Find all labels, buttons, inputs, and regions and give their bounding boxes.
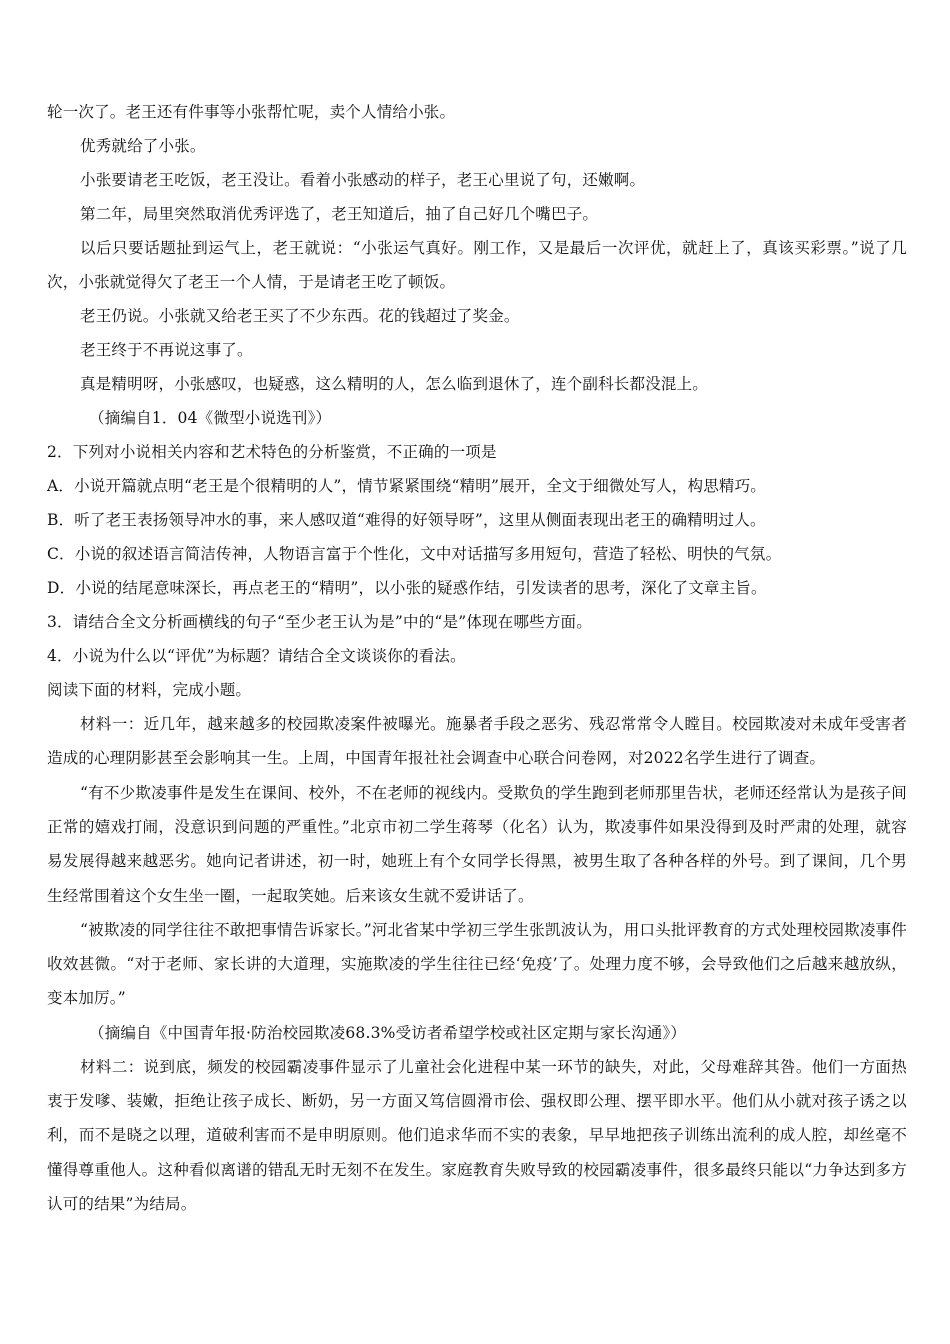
question-3: 3．请结合全文分析画横线的句子“至少老王认为是”中的“是”体现在哪些方面。 [47,613,592,631]
question-2: 2．下列对小说相关内容和艺术特色的分析鉴赏，不正确的一项是 [47,443,497,461]
material-1-source-citation: （摘编自《中国青年报·防治校园欺凌68.3%受访者希望学校或社区定期与家长沟通》） [89,1024,687,1042]
material-1-paragraph-3: “被欺凌的同学往往不敢把事情告诉家长。”河北省某中学初三学生张凯波认为，用口头批评教育的方式处理校园欺凌事件收效甚微。“对于老师、家长讲的大道理，实施欺凌的学生往往已经‘免疫’了。处理力度不够，会导致他们之后越来越放纵，变本加厉。” [47,921,907,1008]
story-paragraph-4: 第二年，局里突然取消优秀评选了，老王知道后，抽了自己好几个嘴巴子。 [80,205,599,223]
question-2-option-d: D．小说的结尾意味深长，再点老王的“精明”，以小张的疑惑作结，引发读者的思考，深化了文章主旨。 [47,579,767,597]
story-paragraph-3: 小张要请老王吃饭，老王没让。看着小张感动的样子，老王心里说了句，还嫩啊。 [80,171,646,189]
material-2-paragraph-1: 材料二：说到底，频发的校园霸凌事件显示了儿童社会化进程中某一环节的缺失，对此，父母难辞其咎。他们一方面热衷于发嗲、装嫩，拒绝让孩子成长、断奶，另一方面又笃信圆滑市侩、强权即公理、摆平即水平。他们从小就对孩子诱之以利，而不是晓之以理，道破利害而不是申明原则。他们追求华而不实的表象，早早地把孩子训练出流利的成人腔，却丝毫不懂得尊重他人。这种看似离谱的错乱无时无刻不在发生。家庭教育失败导致的校园霸凌事件，很多最终只能以“力争达到多方认可的结果”为结局。 [47,1058,907,1213]
story-source-citation: （摘编自1．04《微型小说选刊》） [89,409,332,427]
reading-instruction: 阅读下面的材料，完成小题。 [47,681,252,699]
story-paragraph-6: 老王仍说。小张就又给老王买了不少东西。花的钱超过了奖金。 [80,307,520,325]
material-1-paragraph-1: 材料一：近几年，越来越多的校园欺凌案件被曝光。施暴者手段之恶劣、残忍常常令人瞠目。校园欺凌对未成年受害者造成的心理阴影甚至会影响其一生。上周，中国青年报社社会调查中心联合问卷网，对2022名学生进行了调查。 [47,715,907,768]
story-paragraph-2: 优秀就给了小张。 [80,137,206,155]
material-1-paragraph-2: “有不少欺凌事件是发生在课间、校外，不在老师的视线内。受欺负的学生跑到老师那里告状，老师还经常认为是孩子间正常的嬉戏打闹，没意识到问题的严重性。”北京市初二学生蒋琴（化名）认为，欺凌事件如果没得到及时严肃的处理，就容易发展得越来越恶劣。她向记者讲述，初一时，她班上有个女同学长得黑，被男生取了各种各样的外号。到了课间，几个男生经常围着这个女生坐一圈，一起取笑她。后来该女生就不爱讲话了。 [47,784,907,905]
story-paragraph-7: 老王终于不再说这事了。 [80,341,253,359]
question-2-option-a: A．小说开篇就点明“老王是个很精明的人”，情节紧紧围绕“精明”展开，全文于细微处写人，构思精巧。 [47,477,766,495]
story-paragraph-5: 以后只要话题扯到运气上，老王就说：“小张运气真好。刚工作，又是最后一次评优，就赶上了，真该买彩票。”说了几次，小张就觉得欠了老王一个人情，于是请老王吃了顿饭。 [47,239,907,292]
question-4: 4．小说为什么以“评优”为标题？请结合全文谈谈你的看法。 [47,647,466,665]
question-2-option-b: B．听了老王表扬领导冲水的事，来人感叹道“难得的好领导呀”，这里从侧面表现出老王的确精明过人。 [47,511,766,529]
story-paragraph-8: 真是精明呀，小张感叹，也疑惑，这么精明的人，怎么临到退休了，连个副科长都没混上。 [80,375,709,393]
story-paragraph-1: 轮一次了。老王还有件事等小张帮忙呢，卖个人情给小张。 [47,103,456,121]
question-2-option-c: C．小说的叙述语言简洁传神，人物语言富于个性化，文中对话描写多用短句，营造了轻松、明快的气氛。 [47,545,782,563]
